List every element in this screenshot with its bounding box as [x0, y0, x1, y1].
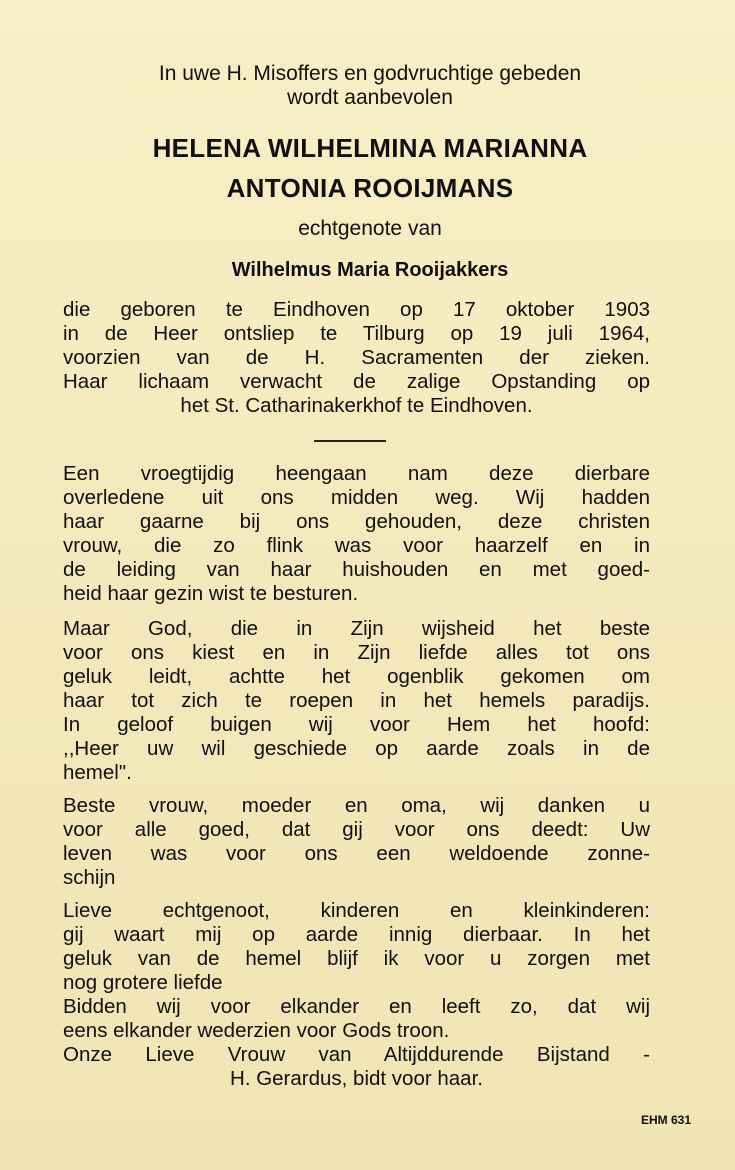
text-line: leven was voor ons een weldoende zonne- — [63, 842, 650, 865]
text-line: Lieve echtgenoot, kinderen en kleinkinderen: — [63, 899, 650, 922]
paragraph-2 — [63, 617, 650, 785]
text-line: het St. Catharinakerkhof te Eindhoven. — [180, 394, 533, 417]
paragraph-3 — [63, 794, 650, 890]
intro-text — [60, 62, 680, 110]
text-line: voor alle goed, dat gij voor ons deedt: Uw — [63, 818, 650, 841]
text-line: eens elkander wederzien voor Gods troon. — [63, 1019, 450, 1042]
text-line: Beste vrouw, moeder en oma, wij danken u — [63, 794, 650, 817]
text-line: H. Gerardus, bidt voor haar. — [230, 1067, 483, 1090]
text-line: de leiding van haar huishouden en met goed- — [63, 558, 650, 581]
text-line: gij waart mij op aarde innig dierbaar. In het — [63, 923, 650, 946]
text-line: in de Heer ontsliep te Tilburg op 19 juli 1964, — [63, 322, 650, 345]
name-line: ANTONIA ROOIJMANS — [226, 173, 514, 203]
paragraph-1 — [63, 462, 650, 606]
print-code: EHM 631 — [641, 1113, 692, 1127]
text-line: voorzien van de H. Sacramenten der zieken. — [63, 346, 650, 369]
text-line: schijn — [63, 866, 116, 889]
text-line: Bidden wij voor elkander en leeft zo, dat wij — [63, 995, 650, 1018]
text-line: Haar lichaam verwacht de zalige Opstanding op — [63, 370, 650, 393]
paragraph-4 — [63, 899, 650, 1091]
text-line: haar gaarne bij ons gehouden, deze christen — [63, 510, 650, 533]
text-line: geluk leidt, achtte het ogenblik gekomen om — [63, 665, 650, 688]
text-line: heid haar gezin wist te besturen. — [63, 582, 359, 605]
text-line: nog grotere liefde — [63, 971, 223, 994]
bio-paragraph — [63, 298, 650, 418]
intro-line: In uwe H. Misoffers en godvruchtige gebeden — [158, 62, 582, 85]
text-line: Onze Lieve Vrouw van Altijddurende Bijstand - — [63, 1043, 650, 1066]
deceased-name — [40, 128, 700, 208]
name-line: HELENA WILHELMINA MARIANNA — [152, 133, 588, 163]
text-line: vrouw, die zo flink was voor haarzelf en in — [63, 534, 650, 557]
text-line: In geloof buigen wij voor Hem het hoofd: — [63, 713, 650, 736]
divider — [314, 440, 386, 442]
text-line: geluk van de hemel blijf ik voor u zorgen met — [63, 947, 650, 970]
spouse-name: Wilhelmus Maria Rooijakkers — [231, 259, 509, 281]
intro-line: wordt aanbevolen — [287, 86, 453, 109]
text-line: ,,Heer uw wil geschiede op aarde zoals in de — [63, 737, 650, 760]
spouse-label: echtgenote van — [298, 217, 442, 240]
text-line: haar tot zich te roepen in het hemels paradijs. — [63, 689, 650, 712]
text-line: voor ons kiest en in Zijn liefde alles tot ons — [63, 641, 650, 664]
text-line: Een vroegtijdig heengaan nam deze dierbare — [63, 462, 650, 485]
text-line: hemel". — [63, 761, 132, 784]
text-line: Maar God, die in Zijn wijsheid het beste — [63, 617, 650, 640]
text-line: overledene uit ons midden weg. Wij hadden — [63, 486, 650, 509]
text-line: die geboren te Eindhoven op 17 oktober 1903 — [63, 298, 650, 321]
